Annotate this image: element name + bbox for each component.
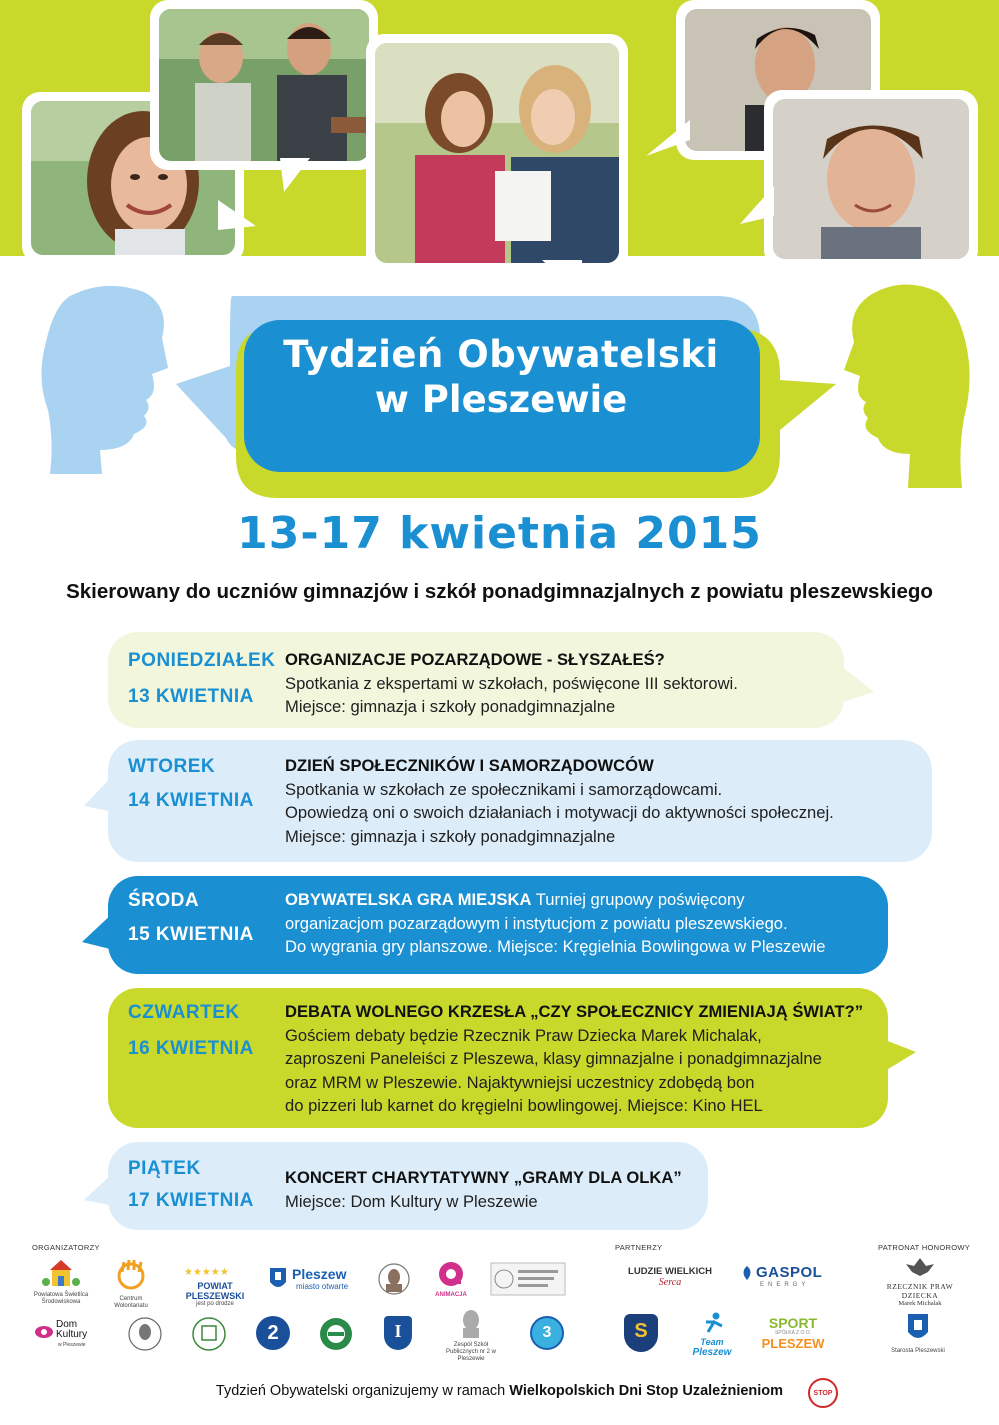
logo-text: Dom Kultury (56, 1319, 88, 1340)
logo-gaspol (740, 1264, 834, 1294)
logo-caption-mid: SPÓŁKA Z O.O. (774, 1330, 812, 1336)
logo-caption: Centrum Wolontariatu (114, 1296, 148, 1309)
day-name: PIĄTEK (128, 1158, 201, 1179)
day-friday (108, 1142, 708, 1230)
day-date: 17 KWIETNIA (128, 1190, 254, 1211)
hand-sun-icon (104, 1258, 158, 1292)
logo-school-banner (490, 1262, 566, 1296)
title-line-2: w Pleszewie (374, 378, 628, 422)
letter-a-icon (430, 1260, 472, 1288)
event-title-suffix: Turniej grupowy poświęcony (531, 890, 745, 909)
svg-text:★★★★★: ★★★★★ (184, 1267, 229, 1277)
day-name: PONIEDZIAŁEK (128, 650, 276, 671)
logo-caption: Serca (658, 1277, 682, 1288)
logo-powiat (182, 1262, 248, 1307)
day-date: 13 KWIETNIA (128, 686, 254, 707)
event-line: Miejsce: gimnazja i szkoły ponadgimnazjalne (285, 697, 616, 716)
logo-text: POWIAT PLESZEWSKI (185, 1281, 245, 1301)
day-description (285, 754, 916, 848)
footer-prefix: Tydzień Obywatelski organizujemy w ramach (215, 1383, 510, 1399)
logo-stop (808, 1378, 838, 1408)
speech-tail (740, 186, 774, 226)
day-thursday (108, 988, 888, 1128)
day-wednesday (108, 876, 888, 974)
logo-school-3 (530, 1316, 564, 1350)
logo-caption: Starosta Pleszewski (891, 1348, 945, 1354)
logo-portrait-1 (374, 1262, 414, 1296)
logo-dom-kultury (34, 1318, 98, 1350)
day-date: 15 KWIETNIA (128, 924, 254, 945)
event-line: Opowiedzą oni o swoich działaniach i motywacji do aktywności społecznej. (285, 803, 834, 822)
day-description (285, 1166, 692, 1213)
logo-caption: Pleszew (692, 1347, 732, 1358)
speech-tail (646, 120, 690, 160)
speech-tail (880, 1038, 920, 1078)
event-title: DZIEŃ SPOŁECZNIKÓW I SAMORZĄDOWCÓW (285, 756, 654, 775)
logo-number: I (394, 1321, 402, 1341)
logo-text: RZECZNIK PRAW DZIECKA (886, 1282, 954, 1300)
logo-caption: Zespół Szkół Publicznych nr 2 w Pleszewie (445, 1342, 497, 1362)
logo-caption: Powiatowa Świetlica Środowiskowa (33, 1292, 89, 1305)
event-title: KONCERT CHARYTATYWNY „GRAMY DLA OLKA” (285, 1168, 682, 1187)
event-title: OBYWATELSKA GRA MIEJSKA (285, 890, 532, 909)
title-line-1: Tydzień Obywatelski (283, 333, 719, 376)
logo-text: Pleszew (292, 1266, 347, 1282)
section-patronage: PATRONAT HONOROWY (878, 1243, 971, 1252)
event-title: ORGANIZACJE POZARZĄDOWE - SŁYSZAŁEŚ? (285, 650, 665, 669)
event-line: Miejsce: Dom Kultury w Pleszewie (285, 1191, 538, 1211)
day-description (285, 888, 872, 959)
logo-caption: Marek Michalak (898, 1300, 942, 1307)
day-name: WTOREK (128, 756, 216, 777)
event-line: do pizzeri lub karnet do kręgielni bowlingowej. Miejsce: Kino HEL (285, 1096, 763, 1115)
speech-tail (280, 158, 320, 194)
logo-number: 2 (267, 1322, 279, 1344)
head-silhouette-left (40, 282, 180, 474)
logo-text: LUDZIE WIELKICH (628, 1266, 712, 1277)
logo-school-circle (190, 1316, 228, 1352)
logo-animacja (430, 1260, 472, 1300)
runner-icon (686, 1312, 738, 1334)
eye-icon (34, 1322, 54, 1342)
event-line: Do wygrania gry planszowe. Miejsce: Kręgielnia Bowlingowa w Pleszewie (285, 937, 826, 956)
crest-icon (268, 1266, 288, 1292)
event-line: oraz MRM w Pleszewie. Najaktywniejsi uczestnicy zdobędą bon (285, 1072, 755, 1092)
logo-caption: PLESZEW (761, 1336, 825, 1351)
subtitle: Skierowany do uczniów gimnazjów i szkół ponadgimnazjalnych z powiatu pleszewskiego (66, 580, 933, 603)
logo-text: Team (700, 1337, 724, 1347)
footer-note (0, 1383, 999, 1399)
logo-pleszew (268, 1264, 354, 1296)
coat-of-arms-icon (878, 1312, 958, 1344)
saint-icon (438, 1308, 504, 1338)
eagle-icon (872, 1256, 968, 1278)
logo-team-pleszew (686, 1312, 738, 1356)
day-date: 16 KWIETNIA (128, 1038, 254, 1059)
photo-two-boys (150, 0, 378, 170)
section-organizers: ORGANIZATORZY (32, 1243, 100, 1252)
day-date: 14 KWIETNIA (128, 790, 254, 811)
logo-number: S (634, 1320, 648, 1342)
event-dates: 13-17 kwietnia 2015 (237, 508, 762, 559)
logo-swietlica (26, 1258, 96, 1308)
logo-shield-s (624, 1314, 658, 1352)
house-icon (26, 1258, 96, 1288)
section-partners: PARTNERZY (615, 1243, 663, 1252)
head-silhouette-right (838, 282, 970, 488)
logo-caption: jest po drodze (196, 1301, 234, 1307)
logo-green-circle (318, 1316, 354, 1352)
day-description (285, 648, 828, 719)
event-line: Miejsce: gimnazja i szkoły ponadgimnazjalne (285, 826, 616, 846)
day-description (285, 1000, 872, 1118)
speech-tail (84, 1172, 114, 1208)
logo-portrait-2 (126, 1316, 164, 1352)
logo-caption: ANIMACJA (435, 1292, 467, 1298)
logo-starosta (878, 1312, 958, 1360)
footer-bold: Wielkopolskich Dni Stop Uzależnieniom (509, 1383, 784, 1399)
logo-school-1 (384, 1316, 412, 1350)
speech-tail (84, 774, 114, 814)
photo-boy-smiling (764, 90, 978, 268)
logo-rpd (872, 1256, 968, 1307)
day-tuesday (108, 740, 932, 862)
speech-tail (218, 200, 258, 240)
logo-centrum (104, 1258, 158, 1308)
event-title: DEBATA WOLNEGO KRZESŁA „CZY SPOŁECZNICY ZMIENIAJĄ ŚWIAT?” (285, 1002, 864, 1021)
logo-zespol (438, 1308, 504, 1360)
event-line: organizacjom pozarządowym i instytucjom z powiatu pleszewskiego. (285, 913, 788, 933)
logo-text: GASPOL (756, 1264, 823, 1281)
day-name: ŚRODA (128, 890, 200, 911)
logo-school-2 (256, 1316, 290, 1350)
logo-sport-pleszew (752, 1316, 834, 1356)
event-line: Gościem debaty będzie Rzecznik Praw Dziecka Marek Michalak, (285, 1025, 762, 1045)
speech-tail (836, 662, 876, 708)
logo-ludzie-wielkich (618, 1266, 722, 1296)
stop-label: STOP (813, 1390, 833, 1397)
photo-two-girls (366, 34, 628, 272)
day-monday (108, 632, 844, 728)
event-line: zaproszeni Paneleiści z Pleszewa, klasy gimnazjalne i ponadgimnazjalne (285, 1049, 822, 1068)
day-name: CZWARTEK (128, 1002, 240, 1023)
logo-number: 3 (542, 1324, 552, 1341)
flame-icon (740, 1266, 754, 1280)
logo-caption: w Pleszewie (58, 1342, 86, 1348)
speech-tail (82, 912, 114, 952)
logo-caption: miasto otwarte (296, 1282, 349, 1291)
stars-icon (182, 1265, 248, 1277)
event-line: Spotkania z ekspertami w szkołach, poświęcone III sektorowi. (285, 673, 738, 693)
page-title (246, 332, 756, 422)
logo-caption: ENERGY (760, 1282, 810, 1288)
logo-text: SPORT (768, 1315, 818, 1331)
event-line: Spotkania w szkołach ze społecznikami i samorządowcami. (285, 779, 723, 799)
